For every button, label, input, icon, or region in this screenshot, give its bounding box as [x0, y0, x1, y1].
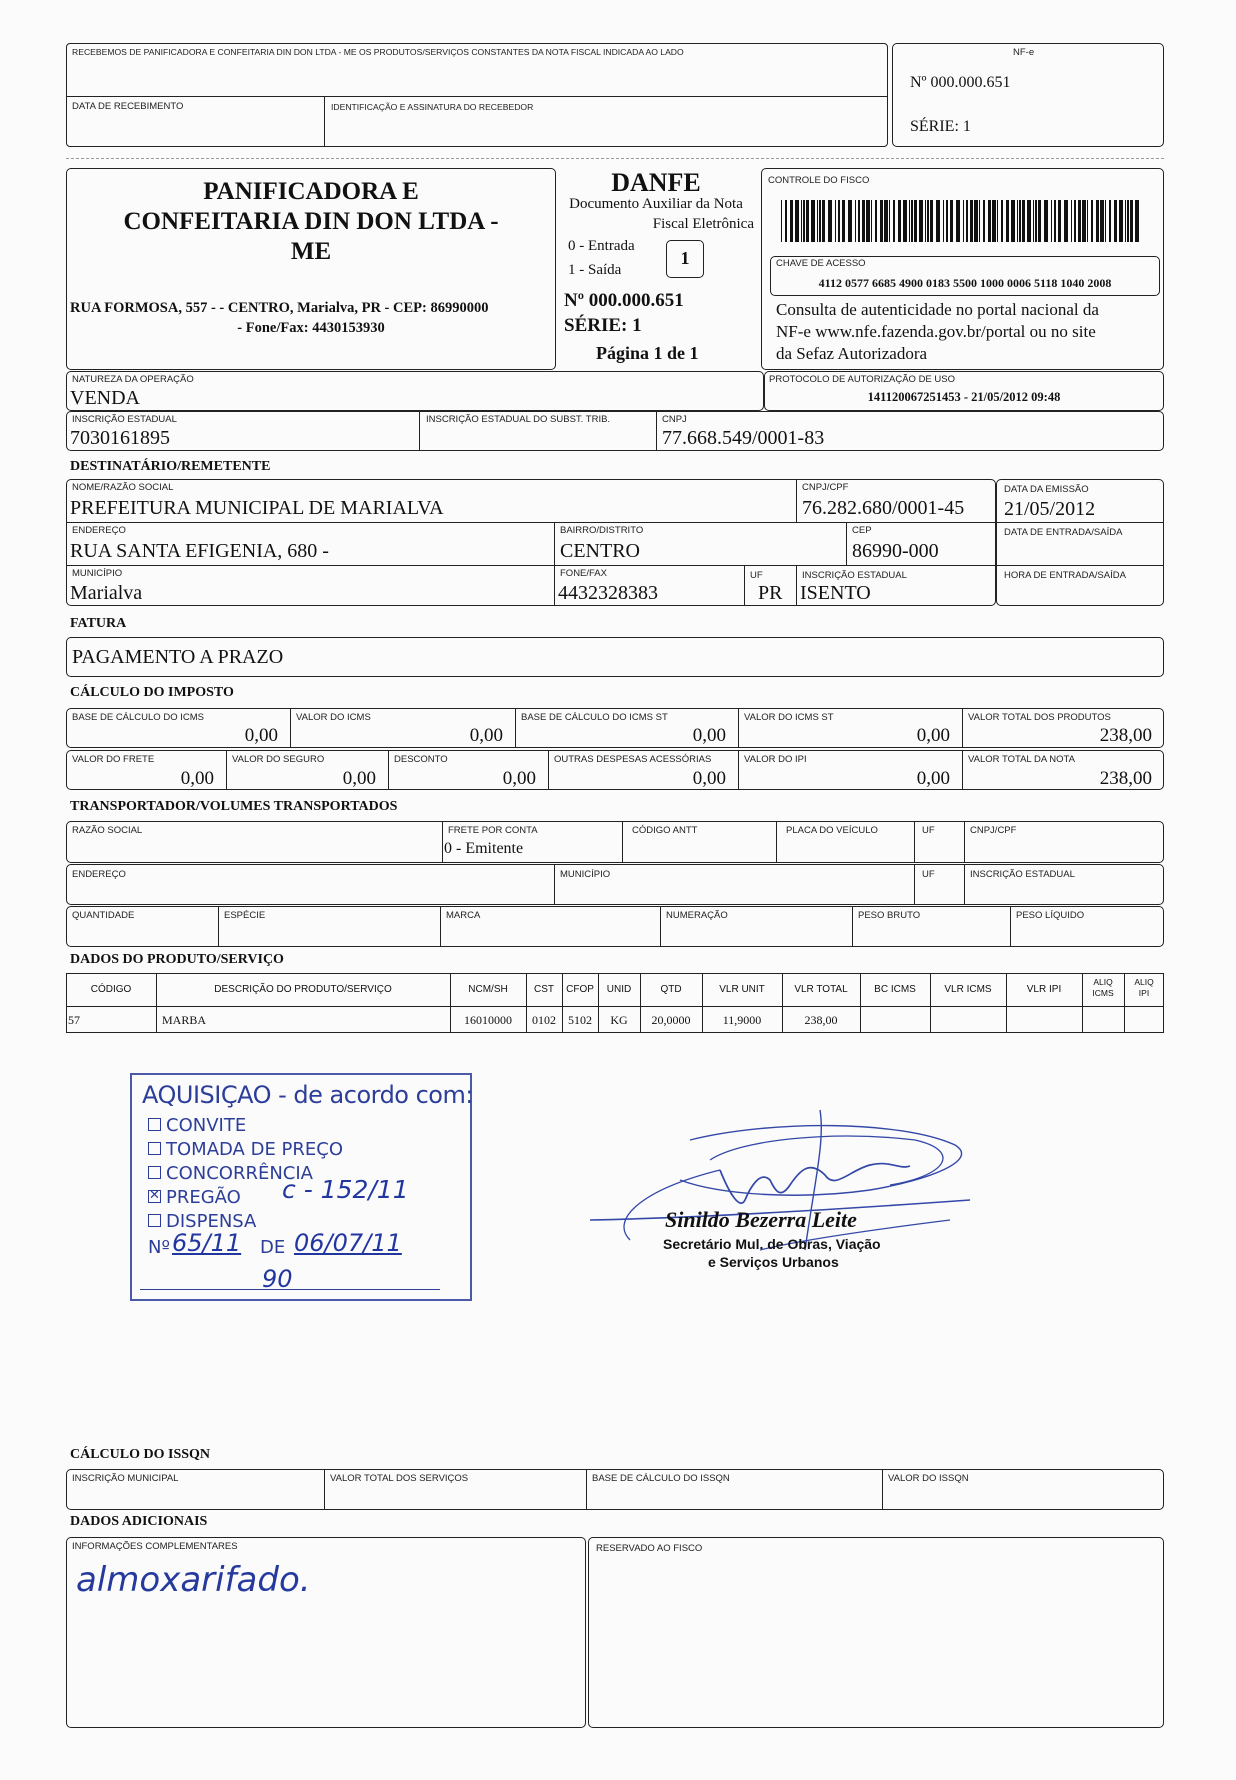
carimbo-titulo: AQUISIÇAO - de acordo com: — [142, 1081, 473, 1109]
barcode-bar — [1109, 200, 1111, 242]
danfe-tipo: 1 — [680, 248, 690, 268]
barcode-bar — [919, 200, 923, 242]
issqn-v1 — [324, 1469, 325, 1510]
canhoto-vdivider — [324, 96, 325, 147]
barcode-bar — [966, 200, 968, 242]
dest-v2 — [554, 522, 555, 606]
barcode-bar — [1074, 200, 1076, 242]
barcode-bar — [781, 200, 782, 242]
dest-bairro: CENTRO — [560, 540, 640, 562]
reservado-box — [588, 1537, 1164, 1728]
imposto-label: VALOR TOTAL DOS PRODUTOS — [968, 712, 1111, 723]
produtos-cell: 16010000 — [464, 1013, 512, 1027]
barcode-bar — [946, 200, 948, 242]
barcode-bar — [893, 200, 895, 242]
dest-nome-label: NOME/RAZÃO SOCIAL — [72, 482, 174, 493]
produtos-header-cell: CÓDIGO — [90, 984, 132, 995]
dest-bairro-label: BAIRRO/DISTRITO — [560, 525, 644, 536]
barcode-bar — [1011, 200, 1015, 242]
produtos-header-cell: ALIQ IPI — [1134, 977, 1154, 998]
barcode-bar — [927, 200, 929, 242]
imposto-value: 0,00 — [692, 725, 726, 746]
transp-razao-label: RAZÃO SOCIAL — [72, 825, 143, 836]
ie-div2 — [656, 411, 657, 451]
tr1-v4 — [914, 821, 915, 863]
transp-cnpj-label: CNPJ/CPF — [970, 825, 1017, 836]
dest-cep-label: CEP — [852, 525, 872, 536]
barcode-bar — [822, 200, 825, 242]
canhoto-recebemos: RECEBEMOS DE PANIFICADORA E CONFEITARIA DIN DON LTDA - ME OS PRODUTOS/SERVIÇOS CONSTANTES DA NOTA FISCAL INDICADA AO LADO — [72, 47, 684, 57]
barcode-bar — [884, 200, 888, 242]
dest-municipio-label: MUNICÍPIO — [72, 568, 123, 579]
carimbo-stamp — [130, 1073, 472, 1301]
carimbo-extra-hand: 90 — [262, 1265, 293, 1293]
transp-frete: 0 - Emitente — [444, 840, 524, 857]
barcode-bar — [1130, 200, 1133, 242]
tr1-v2 — [622, 821, 623, 863]
barcode-bar — [835, 200, 836, 242]
emitente-fone: - Fone/Fax: 4430153930 — [237, 320, 385, 336]
barcode-bar — [956, 200, 960, 242]
danfe-sub2: Fiscal Eletrônica — [652, 216, 754, 232]
barcode-bar — [1078, 200, 1081, 242]
produtos-cell: MARBA — [162, 1013, 207, 1027]
carimbo-data-hand: 06/07/11 — [294, 1229, 402, 1257]
barcode-bar — [1033, 200, 1034, 242]
barcode-bar — [997, 200, 998, 242]
imposto-value: 0,00 — [502, 768, 536, 789]
barcode-bar — [842, 200, 845, 242]
produtos-cell: 5102 — [568, 1013, 592, 1027]
barcode-bar — [1035, 200, 1037, 242]
barcode-bar — [817, 200, 818, 242]
produtos-col-divider — [1006, 973, 1007, 1033]
imposto-label: VALOR DO ICMS — [296, 712, 371, 723]
barcode-bar — [1051, 200, 1052, 242]
ie-label: INSCRIÇÃO ESTADUAL — [72, 414, 177, 425]
emitente-nome-l1: PANIFICADORA E — [203, 178, 419, 205]
produtos-header-cell: VLR ICMS — [944, 984, 992, 995]
imposto-value: 0,00 — [244, 725, 278, 746]
dest-emissao-label: DATA DA EMISSÃO — [1004, 484, 1089, 495]
dest-uf-label: UF — [750, 570, 763, 581]
controle-fisco-label: CONTROLE DO FISCO — [768, 175, 870, 186]
canhoto-box — [66, 43, 888, 147]
fatura-section: FATURA — [70, 616, 127, 631]
transp-peso-bruto-label: PESO BRUTO — [858, 910, 921, 921]
barcode-bar — [1058, 200, 1061, 242]
carimbo-underline — [140, 1289, 440, 1290]
dest-side-hl1 — [996, 522, 1164, 523]
barcode-bar — [1054, 200, 1056, 242]
dest-fone-label: FONE/FAX — [560, 568, 607, 579]
transp-especie-label: ESPÉCIE — [224, 910, 266, 921]
transp-ie-label: INSCRIÇÃO ESTADUAL — [970, 869, 1075, 880]
tr1-v3 — [776, 821, 777, 863]
barcode-bar — [806, 200, 809, 242]
checkbox-icon — [148, 1118, 161, 1131]
produtos-header-cell: CST — [534, 984, 554, 995]
barcode-bar — [866, 200, 870, 242]
tr2-v3 — [964, 864, 965, 905]
assinatura-cargo-l2: e Serviços Urbanos — [708, 1254, 839, 1270]
imposto-value: 0,00 — [469, 725, 503, 746]
barcode-bar — [855, 200, 856, 242]
barcode-bar — [1082, 200, 1086, 242]
dest-hora-label: HORA DE ENTRADA/SAÍDA — [1004, 570, 1126, 581]
adicionais-section: DADOS ADICIONAIS — [70, 1514, 208, 1529]
imposto-label: VALOR DO IPI — [744, 754, 807, 765]
produtos-header-cell: VLR TOTAL — [794, 984, 848, 995]
destinatario-section: DESTINATÁRIO/REMETENTE — [70, 459, 271, 474]
imposto-label: VALOR DO FRETE — [72, 754, 155, 765]
natureza-value: VENDA — [70, 387, 140, 409]
dest-side-hl2 — [996, 565, 1164, 566]
barcode-bar — [875, 200, 877, 242]
carimbo-opcao: DISPENSA — [166, 1211, 257, 1232]
checkbox-icon — [148, 1166, 161, 1179]
imposto-label: VALOR DO ICMS ST — [744, 712, 834, 723]
barcode-bar — [785, 200, 787, 242]
barcode-bar — [803, 200, 805, 242]
barcode-bar — [911, 200, 913, 242]
produtos-header-cell: VLR UNIT — [719, 984, 765, 995]
barcode-bar — [903, 200, 907, 242]
barcode-bar — [1017, 200, 1018, 242]
barcode-bar — [1119, 200, 1123, 242]
carimbo-opcao: CONVITE — [166, 1115, 247, 1136]
imposto-label: DESCONTO — [394, 754, 448, 765]
ie-row-box — [66, 411, 1164, 451]
produtos-header-cell: ALIQ ICMS — [1092, 977, 1114, 998]
barcode-bar — [1091, 200, 1093, 242]
dest-v3 — [846, 522, 847, 565]
chave-acesso: 4112 0577 6685 4900 0183 5500 1000 0006 5118 1040 2008 — [818, 276, 1112, 290]
produtos-header-line — [66, 1006, 1164, 1007]
barcode-bar — [1114, 200, 1117, 242]
transp-municipio-label: MUNICÍPIO — [560, 869, 611, 880]
produtos-col-divider — [860, 973, 861, 1033]
barcode-bar — [819, 200, 821, 242]
imposto-value: 238,00 — [1099, 725, 1152, 746]
danfe-pagina: Página 1 de 1 — [596, 343, 699, 363]
barcode — [781, 200, 1144, 242]
dest-v5 — [796, 565, 797, 606]
barcode-bar — [790, 200, 793, 242]
canhoto-divider — [66, 96, 888, 97]
dest-nome: PREFEITURA MUNICIPAL DE MARIALVA — [70, 497, 444, 519]
imposto-value: 0,00 — [916, 725, 950, 746]
dest-emissao: 21/05/2012 — [1004, 498, 1096, 520]
consulta-l3: da Sefaz Autorizadora — [776, 344, 928, 363]
barcode-bar — [1125, 200, 1126, 242]
barcode-bar — [1127, 200, 1129, 242]
protocolo-label: PROTOCOLO DE AUTORIZAÇÃO DE USO — [769, 374, 955, 385]
emitente-nome-l3: ME — [290, 238, 332, 265]
barcode-bar — [988, 200, 991, 242]
imposto-value: 0,00 — [916, 768, 950, 789]
barcode-bar — [880, 200, 883, 242]
produtos-header-cell: UNID — [606, 984, 632, 995]
transp-numeracao-label: NUMERAÇÃO — [666, 910, 728, 921]
barcode-bar — [979, 200, 980, 242]
tr3-v2 — [440, 906, 441, 947]
barcode-bar — [1105, 200, 1106, 242]
barcode-bar — [1006, 200, 1009, 242]
chave-label: CHAVE DE ACESSO — [776, 258, 866, 269]
tr2-v2 — [914, 864, 915, 905]
barcode-bar — [943, 200, 944, 242]
checkbox-icon: ✕ — [149, 1188, 160, 1203]
tr2-v1 — [554, 864, 555, 905]
emitente-nome-l2: CONFEITARIA DIN DON LTDA - — [123, 208, 499, 235]
barcode-bar — [858, 200, 860, 242]
dest-ie-label: INSCRIÇÃO ESTADUAL — [802, 570, 907, 581]
issqn-label: INSCRIÇÃO MUNICIPAL — [72, 1473, 179, 1484]
danfe-numero: Nº 000.000.651 — [564, 290, 684, 311]
carimbo-de-label: DE — [260, 1237, 286, 1258]
canhoto-serie: SÉRIE: 1 — [910, 118, 971, 135]
imposto-value: 0,00 — [180, 768, 214, 789]
barcode-bar — [1019, 200, 1021, 242]
issqn-v3 — [882, 1469, 883, 1510]
tr1-v1 — [442, 821, 443, 863]
barcode-bar — [1022, 200, 1025, 242]
barcode-bar — [1001, 200, 1003, 242]
produtos-section: DADOS DO PRODUTO/SERVIÇO — [70, 952, 284, 967]
issqn-label: BASE DE CÁLCULO DO ISSQN — [592, 1473, 730, 1484]
info-label: INFORMAÇÕES COMPLEMENTARES — [72, 1541, 238, 1552]
produtos-col-divider — [930, 973, 931, 1033]
cnpj-value: 77.668.549/0001-83 — [662, 427, 825, 449]
tr3-v3 — [660, 906, 661, 947]
dest-hl1 — [66, 522, 996, 523]
dest-fone: 4432328383 — [558, 582, 658, 604]
checkbox-icon — [148, 1214, 161, 1227]
imposto-label: VALOR DO SEGURO — [232, 754, 325, 765]
dest-uf: PR — [758, 582, 783, 604]
transp-peso-liquido-label: PESO LÍQUIDO — [1016, 910, 1085, 921]
produtos-header-cell: QTD — [660, 984, 682, 995]
barcode-bar — [930, 200, 933, 242]
dest-cep: 86990-000 — [852, 540, 939, 562]
transp-antt-label: CÓDIGO ANTT — [632, 825, 698, 836]
imposto-label: BASE DE CÁLCULO DO ICMS — [72, 712, 204, 723]
dest-entrada-label: DATA DE ENTRADA/SAÍDA — [1004, 527, 1123, 538]
carimbo-numero-label: Nº — [148, 1237, 170, 1258]
barcode-bar — [1038, 200, 1041, 242]
emitente-endereco: RUA FORMOSA, 557 - - CENTRO, Marialva, PR - CEP: 86990000 — [70, 300, 489, 316]
barcode-bar — [862, 200, 865, 242]
barcode-bar — [1096, 200, 1099, 242]
tr3-v1 — [218, 906, 219, 947]
barcode-bar — [914, 200, 917, 242]
barcode-bar — [1064, 200, 1068, 242]
issqn-label: VALOR DO ISSQN — [888, 1473, 969, 1484]
dest-cnpj-label: CNPJ/CPF — [802, 482, 849, 493]
imposto-value: 238,00 — [1099, 768, 1152, 789]
barcode-bar — [992, 200, 996, 242]
imposto-section: CÁLCULO DO IMPOSTO — [70, 685, 234, 700]
carimbo-opcao: PREGÃO — [166, 1187, 241, 1208]
fatura-texto: PAGAMENTO A PRAZO — [72, 646, 284, 668]
barcode-bar — [1071, 200, 1072, 242]
barcode-bar — [974, 200, 978, 242]
produtos-cell: 11,9000 — [722, 1013, 762, 1027]
tr1-v5 — [964, 821, 965, 863]
transp-uf-label: UF — [922, 825, 935, 836]
carimbo-opcao: CONCORRÊNCIA — [166, 1163, 313, 1184]
natureza-label: NATUREZA DA OPERAÇÃO — [72, 374, 194, 385]
produtos-cell: 20,0000 — [651, 1013, 691, 1027]
info-hand: almoxarifado. — [76, 1560, 311, 1600]
identificacao-label: IDENTIFICAÇÃO E ASSINATURA DO RECEBEDOR — [331, 102, 534, 112]
ie-div1 — [419, 411, 420, 451]
carimbo-numero-hand: 65/11 — [172, 1229, 242, 1257]
dest-municipio: Marialva — [70, 582, 143, 604]
issqn-section: CÁLCULO DO ISSQN — [70, 1447, 211, 1462]
barcode-bar — [970, 200, 973, 242]
barcode-bar — [950, 200, 953, 242]
cnpj-label: CNPJ — [662, 414, 687, 425]
assinatura-nome: Sinildo Bezerra Leite — [665, 1207, 857, 1232]
barcode-bar — [898, 200, 901, 242]
transp-quantidade-label: QUANTIDADE — [72, 910, 135, 921]
produtos-cell: 57 — [68, 1013, 80, 1027]
protocolo-value: 141120067251453 - 21/05/2012 09:48 — [867, 390, 1061, 404]
checkbox-icon — [148, 1142, 161, 1155]
barcode-bar — [828, 200, 832, 242]
produtos-header-cell: VLR IPI — [1026, 984, 1062, 995]
dest-endereco: RUA SANTA EFIGENIA, 680 - — [70, 540, 329, 562]
barcode-bar — [925, 200, 926, 242]
produtos-header-cell: NCM/SH — [468, 984, 508, 995]
barcode-bar — [936, 200, 940, 242]
dest-endereco-label: ENDEREÇO — [72, 525, 126, 536]
dest-hl2 — [66, 565, 996, 566]
barcode-bar — [848, 200, 852, 242]
reservado-label: RESERVADO AO FISCO — [596, 1543, 703, 1554]
barcode-bar — [811, 200, 815, 242]
dest-cnpj: 76.282.680/0001-45 — [802, 497, 965, 519]
transp-endereco-label: ENDEREÇO — [72, 869, 126, 880]
transp-placa-label: PLACA DO VEÍCULO — [786, 825, 878, 836]
produtos-cell: KG — [610, 1013, 628, 1027]
barcode-bar — [1087, 200, 1088, 242]
barcode-bar — [801, 200, 802, 242]
transp-marca-label: MARCA — [446, 910, 481, 921]
transportador-section: TRANSPORTADOR/VOLUMES TRANSPORTADOS — [70, 799, 398, 814]
tr3-v4 — [852, 906, 853, 947]
dest-ie: ISENTO — [800, 582, 871, 604]
consulta-l1: Consulta de autenticidade no portal nacional da — [776, 300, 1099, 319]
assinatura-cargo-l1: Secretário Mul. de Obras, Viação — [663, 1236, 881, 1252]
danfe-sub1: Documento Auxiliar da Nota — [569, 196, 743, 212]
produtos-header-cell: BC ICMS — [874, 984, 916, 995]
barcode-bar — [1135, 200, 1139, 242]
produtos-cell: 0102 — [532, 1013, 556, 1027]
ie-value: 7030161895 — [70, 427, 170, 449]
carimbo-pregao-hand: c - 152/11 — [282, 1175, 409, 1204]
barcode-bar — [1100, 200, 1104, 242]
cut-line — [66, 158, 1164, 159]
danfe-serie: SÉRIE: 1 — [564, 315, 642, 336]
imposto-value: 0,00 — [342, 768, 376, 789]
imposto-label: VALOR TOTAL DA NOTA — [968, 754, 1075, 765]
danfe-saida: 1 - Saída — [568, 262, 622, 278]
transp-uf2-label: UF — [922, 869, 935, 880]
tr3-v5 — [1010, 906, 1011, 947]
imposto-label: OUTRAS DESPESAS ACESSÓRIAS — [554, 754, 712, 765]
danfe-title: DANFE — [611, 168, 701, 197]
dest-v1 — [796, 479, 797, 522]
ie-st-label: INSCRIÇÃO ESTADUAL DO SUBST. TRIB. — [426, 414, 611, 425]
barcode-bar — [871, 200, 872, 242]
imposto-label: BASE DE CÁLCULO DO ICMS ST — [521, 712, 668, 723]
issqn-v2 — [586, 1469, 587, 1510]
barcode-bar — [889, 200, 890, 242]
consulta-l2: NF-e www.nfe.fazenda.gov.br/portal ou no site — [776, 322, 1096, 341]
danfe-entrada: 0 - Entrada — [568, 238, 635, 254]
produtos-header-cell: DESCRIÇÃO DO PRODUTO/SERVIÇO — [214, 984, 392, 995]
produtos-header-cell: CFOP — [566, 984, 594, 995]
data-recebimento-label: DATA DE RECEBIMENTO — [72, 101, 184, 112]
barcode-bar — [963, 200, 964, 242]
barcode-bar — [1027, 200, 1031, 242]
produtos-cell: 238,00 — [804, 1013, 838, 1027]
barcode-bar — [983, 200, 985, 242]
barcode-bar — [1044, 200, 1048, 242]
barcode-bar — [838, 200, 840, 242]
barcode-bar — [795, 200, 799, 242]
imposto-value: 0,00 — [692, 768, 726, 789]
canhoto-numero: Nº 000.000.651 — [910, 74, 1011, 91]
barcode-bar — [909, 200, 910, 242]
transp-frete-label: FRETE POR CONTA — [448, 825, 538, 836]
dest-v4 — [744, 565, 745, 606]
issqn-label: VALOR TOTAL DOS SERVIÇOS — [330, 1473, 469, 1484]
carimbo-opcao: TOMADA DE PREÇO — [166, 1139, 344, 1160]
nfe-label: NF-e — [1013, 47, 1035, 58]
